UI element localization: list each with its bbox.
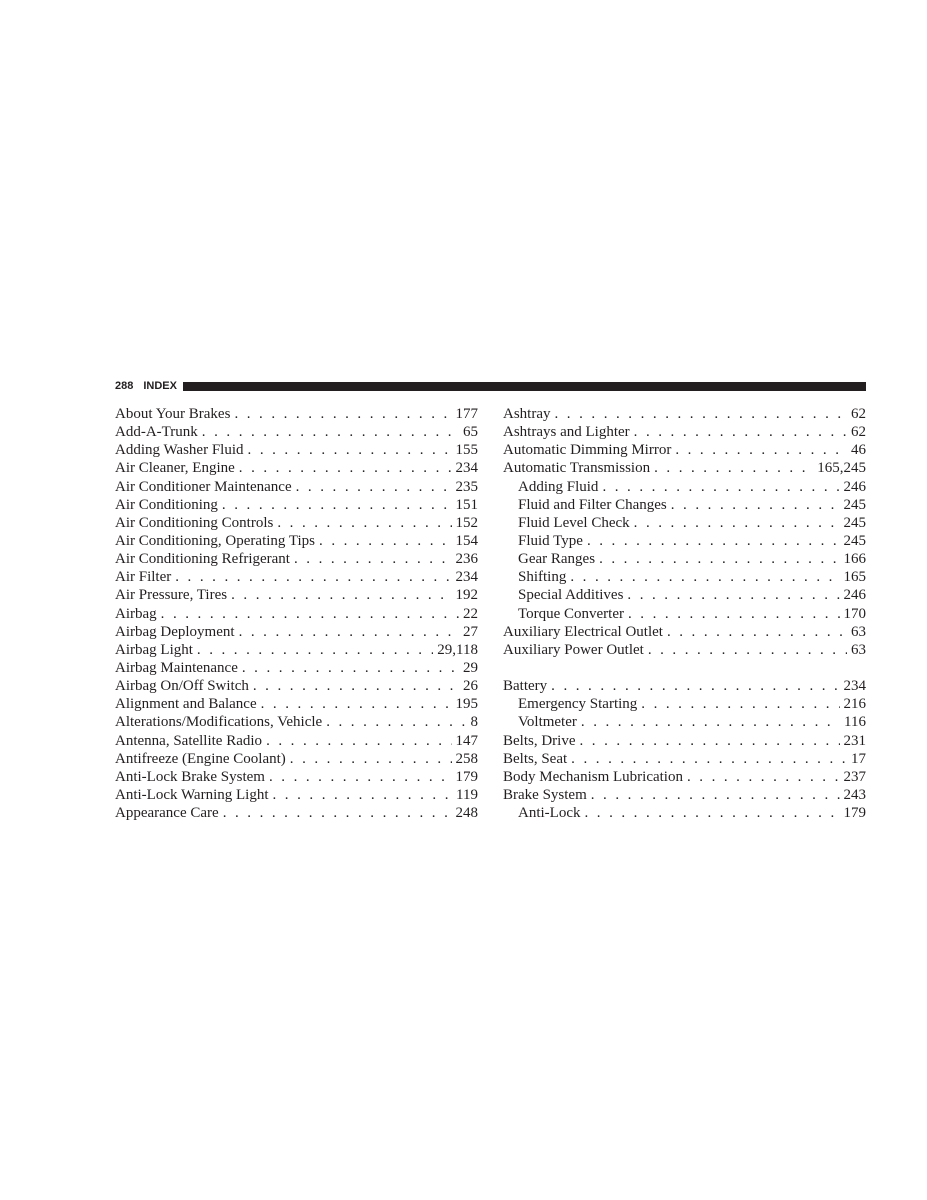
leader-dots bbox=[634, 423, 847, 441]
entry-label: Airbag Maintenance bbox=[115, 659, 238, 676]
leader-dots bbox=[269, 768, 452, 786]
leader-dots bbox=[599, 550, 839, 568]
index-entry bbox=[503, 459, 866, 477]
entry-page-ref: 116 bbox=[844, 714, 866, 731]
entry-label: Airbag bbox=[115, 605, 157, 622]
entry-page-ref: 245 bbox=[843, 496, 866, 513]
entry-page-ref: 62 bbox=[851, 406, 866, 422]
index-entry bbox=[115, 586, 478, 604]
entry-page-ref: 152 bbox=[455, 514, 478, 531]
entry-page-ref: 179 bbox=[843, 805, 866, 822]
entry-page-ref: 29 bbox=[463, 659, 478, 676]
entry-label: Airbag Deployment bbox=[115, 623, 235, 640]
entry-page-ref: 192 bbox=[455, 587, 478, 604]
entry-label: Add-A-Trunk bbox=[115, 424, 198, 441]
index-entry bbox=[115, 478, 478, 496]
entry-label: Adding Fluid bbox=[518, 478, 599, 495]
leader-dots bbox=[654, 459, 813, 477]
index-entry bbox=[503, 623, 866, 641]
leader-dots bbox=[555, 405, 848, 423]
leader-dots bbox=[641, 695, 839, 713]
leader-dots bbox=[161, 605, 459, 623]
index-entry bbox=[115, 641, 478, 659]
entry-label: Body Mechanism Lubrication bbox=[503, 768, 683, 785]
leader-dots bbox=[222, 496, 452, 514]
index-entry bbox=[115, 713, 478, 731]
index-entry bbox=[115, 496, 478, 514]
entry-label: Air Conditioner Maintenance bbox=[115, 478, 292, 495]
index-entry bbox=[503, 786, 866, 804]
header-rule bbox=[183, 382, 866, 391]
entry-label: Battery bbox=[503, 678, 548, 695]
leader-dots bbox=[223, 804, 452, 822]
entry-label: Special Additives bbox=[518, 587, 624, 604]
leader-dots bbox=[634, 514, 840, 532]
leader-dots bbox=[261, 695, 452, 713]
entry-page-ref: 62 bbox=[851, 424, 866, 441]
index-subentry bbox=[503, 514, 866, 532]
entry-page-ref: 248 bbox=[455, 805, 478, 822]
entry-label: Alignment and Balance bbox=[115, 696, 257, 713]
entry-label: Anti-Lock Brake System bbox=[115, 768, 265, 785]
entry-page-ref: 27 bbox=[463, 623, 478, 640]
index-entry bbox=[503, 732, 866, 750]
entry-page-ref: 236 bbox=[455, 551, 478, 568]
index-subentry bbox=[503, 550, 866, 568]
leader-dots bbox=[277, 514, 451, 532]
index-entry bbox=[115, 459, 478, 477]
entry-label: Airbag Light bbox=[115, 641, 193, 658]
entry-label: Torque Converter bbox=[518, 605, 624, 622]
index-entry bbox=[115, 677, 478, 695]
entry-label: Anti-Lock Warning Light bbox=[115, 786, 269, 803]
index-entry bbox=[115, 532, 478, 550]
page-number: 288 bbox=[115, 380, 134, 392]
entry-page-ref: 179 bbox=[455, 768, 478, 785]
entry-page-ref: 177 bbox=[455, 406, 478, 422]
index-entry bbox=[503, 441, 866, 459]
entry-label: Airbag On/Off Switch bbox=[115, 678, 249, 695]
entry-page-ref: 65 bbox=[463, 424, 478, 441]
index-subentry bbox=[503, 804, 866, 822]
entry-page-ref: 243 bbox=[843, 786, 866, 803]
entry-label: Fluid and Filter Changes bbox=[518, 496, 667, 513]
index-entry bbox=[115, 550, 478, 568]
index-entry bbox=[115, 659, 478, 677]
entry-label: Voltmeter bbox=[518, 714, 577, 731]
entry-label: Auxiliary Power Outlet bbox=[503, 641, 644, 658]
index-subentry bbox=[503, 568, 866, 586]
entry-label: Shifting bbox=[518, 569, 567, 586]
leader-dots bbox=[248, 441, 452, 459]
leader-dots bbox=[584, 804, 839, 822]
index-entry bbox=[115, 568, 478, 586]
index-spacer bbox=[503, 659, 866, 677]
index-entry bbox=[503, 750, 866, 768]
entry-page-ref: 258 bbox=[455, 750, 478, 767]
leader-dots bbox=[234, 405, 451, 423]
index-entry bbox=[115, 804, 478, 822]
leader-dots bbox=[326, 713, 466, 731]
leader-dots bbox=[571, 750, 847, 768]
entry-label: Emergency Starting bbox=[518, 696, 638, 713]
index-subentry bbox=[503, 695, 866, 713]
entry-page-ref: 165 bbox=[843, 569, 866, 586]
index-column-right bbox=[503, 405, 866, 822]
index-entry bbox=[115, 423, 478, 441]
entry-page-ref: 26 bbox=[463, 678, 478, 695]
entry-page-ref: 246 bbox=[843, 587, 866, 604]
entry-page-ref: 195 bbox=[455, 696, 478, 713]
index-entry bbox=[115, 732, 478, 750]
leader-dots bbox=[687, 768, 840, 786]
entry-page-ref: 154 bbox=[455, 532, 478, 549]
index-entry bbox=[115, 750, 478, 768]
entry-label: Ashtrays and Lighter bbox=[503, 424, 630, 441]
entry-label: Belts, Drive bbox=[503, 732, 576, 749]
entry-label: Automatic Dimming Mirror bbox=[503, 442, 672, 459]
index-entry bbox=[503, 423, 866, 441]
leader-dots bbox=[648, 641, 847, 659]
entry-page-ref: 245 bbox=[843, 532, 866, 549]
entry-label: Antenna, Satellite Radio bbox=[115, 732, 263, 749]
entry-page-ref: 234 bbox=[455, 460, 478, 477]
leader-dots bbox=[294, 550, 452, 568]
index-entry bbox=[115, 514, 478, 532]
leader-dots bbox=[239, 459, 452, 477]
entry-label: Antifreeze (Engine Coolant) bbox=[115, 750, 286, 767]
leader-dots bbox=[266, 732, 451, 750]
entry-label: Air Filter bbox=[115, 569, 172, 586]
leader-dots bbox=[202, 423, 459, 441]
index-entry bbox=[115, 695, 478, 713]
entry-page-ref: 231 bbox=[843, 732, 866, 749]
entry-label: Auxiliary Electrical Outlet bbox=[503, 623, 663, 640]
entry-page-ref: 29,118 bbox=[437, 641, 478, 658]
entry-page-ref: 8 bbox=[470, 714, 478, 731]
leader-dots bbox=[627, 586, 839, 604]
index-subentry bbox=[503, 713, 866, 731]
index-entry bbox=[115, 623, 478, 641]
leader-dots bbox=[197, 641, 433, 659]
index-entry bbox=[503, 405, 866, 423]
entry-label: Alterations/Modifications, Vehicle bbox=[115, 714, 323, 731]
entry-page-ref: 46 bbox=[851, 442, 866, 459]
entry-label: Air Conditioning Controls bbox=[115, 514, 274, 531]
leader-dots bbox=[242, 659, 459, 677]
entry-label: Air Conditioning Refrigerant bbox=[115, 551, 290, 568]
entry-label: Gear Ranges bbox=[518, 551, 596, 568]
entry-label: Belts, Seat bbox=[503, 750, 568, 767]
entry-label: Air Cleaner, Engine bbox=[115, 460, 235, 477]
entry-page-ref: 237 bbox=[843, 768, 866, 785]
entry-page-ref: 234 bbox=[455, 569, 478, 586]
leader-dots bbox=[667, 623, 847, 641]
leader-dots bbox=[239, 623, 459, 641]
entry-label: Fluid Type bbox=[518, 532, 583, 549]
index-entry bbox=[503, 641, 866, 659]
entry-label: Anti-Lock bbox=[518, 805, 581, 822]
entry-label: Ashtray bbox=[503, 406, 551, 422]
index-subentry bbox=[503, 586, 866, 604]
index-subentry bbox=[503, 605, 866, 623]
entry-label: Adding Washer Fluid bbox=[115, 442, 244, 459]
leader-dots bbox=[296, 478, 452, 496]
index-entry bbox=[115, 768, 478, 786]
leader-dots bbox=[273, 786, 453, 804]
leader-dots bbox=[551, 677, 839, 695]
index-subentry bbox=[503, 478, 866, 496]
index-entry bbox=[503, 768, 866, 786]
leader-dots bbox=[587, 532, 840, 550]
leader-dots bbox=[175, 568, 451, 586]
entry-page-ref: 63 bbox=[851, 623, 866, 640]
entry-page-ref: 234 bbox=[843, 678, 866, 695]
index-column-left bbox=[115, 405, 478, 822]
index-subentry bbox=[503, 532, 866, 550]
page-header bbox=[115, 379, 866, 393]
leader-dots bbox=[602, 478, 839, 496]
index-entry bbox=[503, 677, 866, 695]
leader-dots bbox=[290, 750, 452, 768]
leader-dots bbox=[628, 605, 840, 623]
entry-label: Brake System bbox=[503, 786, 587, 803]
leader-dots bbox=[580, 732, 840, 750]
index-subentry bbox=[503, 496, 866, 514]
entry-page-ref: 170 bbox=[843, 605, 866, 622]
entry-label: Air Conditioning, Operating Tips bbox=[115, 532, 316, 549]
entry-page-ref: 155 bbox=[455, 442, 478, 459]
leader-dots bbox=[319, 532, 451, 550]
index-entry bbox=[115, 786, 478, 804]
leader-dots bbox=[675, 441, 847, 459]
entry-label: Air Pressure, Tires bbox=[115, 587, 228, 604]
leader-dots bbox=[253, 677, 459, 695]
index-entry bbox=[115, 405, 478, 423]
entry-page-ref: 119 bbox=[456, 786, 478, 803]
entry-page-ref: 147 bbox=[455, 732, 478, 749]
index-entry bbox=[115, 441, 478, 459]
entry-label: Fluid Level Check bbox=[518, 514, 630, 531]
entry-page-ref: 63 bbox=[851, 641, 866, 658]
entry-page-ref: 166 bbox=[843, 551, 866, 568]
leader-dots bbox=[671, 496, 840, 514]
entry-page-ref: 22 bbox=[463, 605, 478, 622]
leader-dots bbox=[591, 786, 840, 804]
leader-dots bbox=[231, 586, 451, 604]
entry-page-ref: 235 bbox=[455, 478, 478, 495]
section-title: INDEX bbox=[143, 380, 177, 392]
entry-label: Automatic Transmission bbox=[503, 460, 651, 477]
entry-page-ref: 216 bbox=[843, 696, 866, 713]
entry-page-ref: 245 bbox=[843, 514, 866, 531]
entry-page-ref: 246 bbox=[843, 478, 866, 495]
entry-page-ref: 165,245 bbox=[817, 460, 866, 477]
entry-label: Air Conditioning bbox=[115, 496, 218, 513]
leader-dots bbox=[570, 568, 839, 586]
entry-label: About Your Brakes bbox=[115, 406, 231, 422]
entry-page-ref: 17 bbox=[851, 750, 866, 767]
entry-page-ref: 151 bbox=[455, 496, 478, 513]
leader-dots bbox=[581, 713, 840, 731]
index-entry bbox=[115, 605, 478, 623]
entry-label: Appearance Care bbox=[115, 805, 219, 822]
